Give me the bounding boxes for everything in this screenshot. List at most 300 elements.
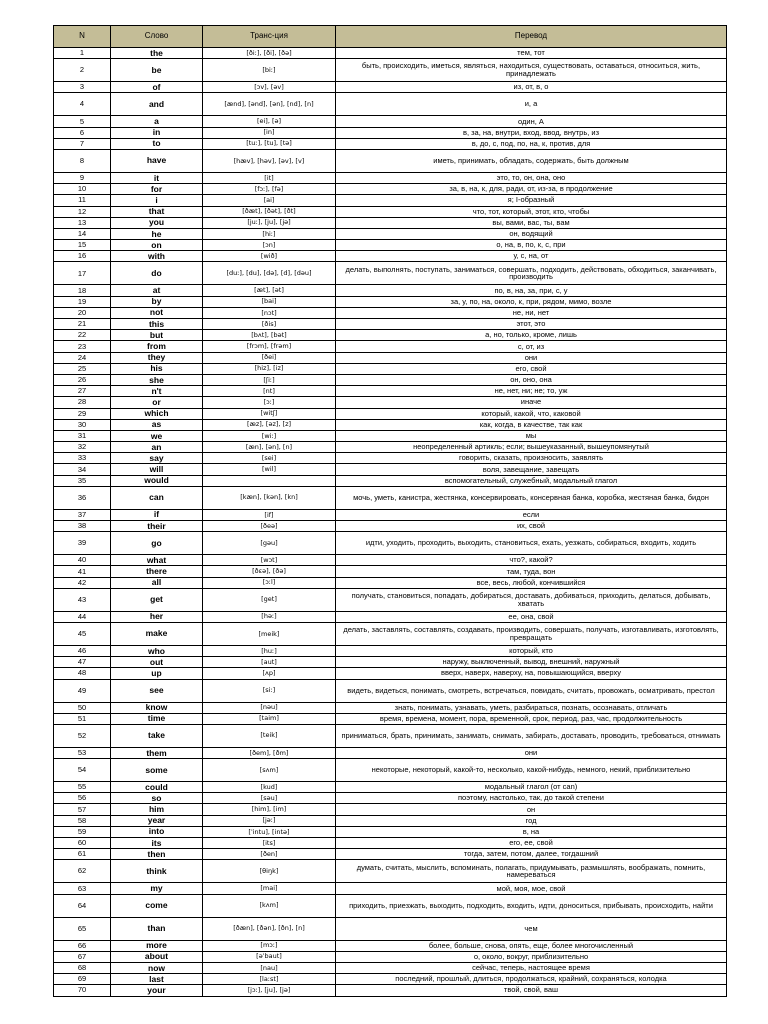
table-row bbox=[54, 974, 727, 985]
row-transcription: [ðæn], [ðən], [ðn], [n] bbox=[203, 917, 336, 940]
row-transcription: [ðis] bbox=[203, 319, 336, 330]
row-number: 18 bbox=[54, 285, 111, 296]
table-row bbox=[54, 486, 727, 509]
row-word: of bbox=[111, 82, 203, 93]
table-row bbox=[54, 759, 727, 782]
table-row bbox=[54, 93, 727, 116]
row-transcription: [nt] bbox=[203, 386, 336, 397]
header-transcription: Транс-ция bbox=[203, 26, 336, 48]
row-translation: в, до, с, под, по, на, к, против, для bbox=[336, 138, 727, 149]
row-number: 35 bbox=[54, 475, 111, 486]
table-row bbox=[54, 82, 727, 93]
row-number: 41 bbox=[54, 566, 111, 577]
row-word: it bbox=[111, 172, 203, 183]
row-number: 4 bbox=[54, 93, 111, 116]
table-row bbox=[54, 251, 727, 262]
row-translation: который, кто bbox=[336, 645, 727, 656]
row-transcription: [həː] bbox=[203, 611, 336, 622]
table-row bbox=[54, 782, 727, 793]
row-transcription: [sʌm] bbox=[203, 759, 336, 782]
row-number: 15 bbox=[54, 240, 111, 251]
table-row bbox=[54, 532, 727, 555]
row-translation: с, от, из bbox=[336, 341, 727, 352]
row-transcription: [ðem], [ðm] bbox=[203, 747, 336, 758]
row-number: 54 bbox=[54, 759, 111, 782]
row-translation: поэтому, настолько, так, до такой степени bbox=[336, 793, 727, 804]
row-number: 66 bbox=[54, 940, 111, 951]
row-number: 67 bbox=[54, 951, 111, 962]
row-transcription: [meik] bbox=[203, 622, 336, 645]
row-word: an bbox=[111, 442, 203, 453]
row-word: make bbox=[111, 622, 203, 645]
row-number: 29 bbox=[54, 408, 111, 419]
row-transcription: [biː] bbox=[203, 59, 336, 82]
row-transcription: [in] bbox=[203, 127, 336, 138]
row-transcription: [ðiː], [ði], [ðə] bbox=[203, 48, 336, 59]
row-word: up bbox=[111, 668, 203, 679]
row-transcription: [its] bbox=[203, 838, 336, 849]
row-number: 20 bbox=[54, 307, 111, 318]
row-number: 37 bbox=[54, 509, 111, 520]
row-translation: знать, понимать, узнавать, уметь, разбираться, познать, осознавать, отличать bbox=[336, 702, 727, 713]
row-word: i bbox=[111, 195, 203, 206]
row-translation: они bbox=[336, 352, 727, 363]
row-transcription: [fɔː], [fə] bbox=[203, 184, 336, 195]
row-word: who bbox=[111, 645, 203, 656]
row-translation: быть, происходить, иметься, являться, находиться, существовать, оставаться, относиться, жить, принадлежать bbox=[336, 59, 727, 82]
row-translation: мы bbox=[336, 430, 727, 441]
row-transcription: [juː], [ju], [jə] bbox=[203, 217, 336, 228]
table-row bbox=[54, 521, 727, 532]
row-word: by bbox=[111, 296, 203, 307]
row-transcription: [witʃ] bbox=[203, 408, 336, 419]
row-translation: твой, свой, ваш bbox=[336, 985, 727, 996]
row-translation: как, когда, в качестве, так как bbox=[336, 419, 727, 430]
row-transcription: [ʌp] bbox=[203, 668, 336, 679]
row-transcription: [ɔn] bbox=[203, 240, 336, 251]
row-number: 22 bbox=[54, 330, 111, 341]
table-row bbox=[54, 262, 727, 285]
row-number: 16 bbox=[54, 251, 111, 262]
row-translation: он, водящий bbox=[336, 228, 727, 239]
row-word: this bbox=[111, 319, 203, 330]
row-translation: один, А bbox=[336, 116, 727, 127]
row-translation: что, тот, который, этот, кто, чтобы bbox=[336, 206, 727, 217]
row-number: 28 bbox=[54, 397, 111, 408]
table-row bbox=[54, 611, 727, 622]
row-word: a bbox=[111, 116, 203, 127]
word-list-sheet bbox=[53, 25, 726, 997]
row-translation: это, то, он, она, оно bbox=[336, 172, 727, 183]
row-number: 39 bbox=[54, 532, 111, 555]
row-number: 44 bbox=[54, 611, 111, 622]
row-transcription: [frɔm], [frəm] bbox=[203, 341, 336, 352]
row-number: 3 bbox=[54, 82, 111, 93]
row-number: 27 bbox=[54, 386, 111, 397]
table-row bbox=[54, 577, 727, 588]
row-word: get bbox=[111, 588, 203, 611]
row-transcription: [ɔv], [əv] bbox=[203, 82, 336, 93]
row-transcription: [hiz], [iz] bbox=[203, 363, 336, 374]
row-transcription: [ðei] bbox=[203, 352, 336, 363]
row-number: 11 bbox=[54, 195, 111, 206]
row-word: he bbox=[111, 228, 203, 239]
row-number: 26 bbox=[54, 374, 111, 385]
row-number: 55 bbox=[54, 782, 111, 793]
row-translation: он, оно, она bbox=[336, 374, 727, 385]
row-number: 70 bbox=[54, 985, 111, 996]
row-number: 34 bbox=[54, 464, 111, 475]
table-row bbox=[54, 940, 727, 951]
row-word: now bbox=[111, 962, 203, 973]
row-word: more bbox=[111, 940, 203, 951]
row-number: 48 bbox=[54, 668, 111, 679]
row-transcription: [hæv], [həv], [əv], [v] bbox=[203, 149, 336, 172]
row-translation: из, от, в, о bbox=[336, 82, 727, 93]
row-number: 42 bbox=[54, 577, 111, 588]
row-number: 8 bbox=[54, 149, 111, 172]
row-word: some bbox=[111, 759, 203, 782]
row-word: do bbox=[111, 262, 203, 285]
table-row bbox=[54, 386, 727, 397]
row-transcription: [aut] bbox=[203, 657, 336, 668]
row-transcription: [bʌt], [bət] bbox=[203, 330, 336, 341]
row-number: 1 bbox=[54, 48, 111, 59]
row-number: 14 bbox=[54, 228, 111, 239]
table-row bbox=[54, 48, 727, 59]
row-number: 38 bbox=[54, 521, 111, 532]
row-transcription: [jɔː], [ju], [jə] bbox=[203, 985, 336, 996]
row-number: 12 bbox=[54, 206, 111, 217]
row-number: 36 bbox=[54, 486, 111, 509]
table-row bbox=[54, 894, 727, 917]
row-number: 51 bbox=[54, 713, 111, 724]
table-row bbox=[54, 985, 727, 996]
row-word: about bbox=[111, 951, 203, 962]
row-transcription: [ˈintu], [intə] bbox=[203, 826, 336, 837]
row-word: what bbox=[111, 555, 203, 566]
row-transcription: [ðæt], [ðət], [ðt] bbox=[203, 206, 336, 217]
row-word: them bbox=[111, 747, 203, 758]
row-word: all bbox=[111, 577, 203, 588]
table-row bbox=[54, 668, 727, 679]
table-row bbox=[54, 509, 727, 520]
row-transcription: [jəː] bbox=[203, 815, 336, 826]
row-word: come bbox=[111, 894, 203, 917]
row-number: 68 bbox=[54, 962, 111, 973]
row-number: 46 bbox=[54, 645, 111, 656]
row-word: think bbox=[111, 860, 203, 883]
row-transcription: [if] bbox=[203, 509, 336, 520]
table-row bbox=[54, 228, 727, 239]
table-row bbox=[54, 363, 727, 374]
table-row bbox=[54, 588, 727, 611]
row-number: 47 bbox=[54, 657, 111, 668]
row-word: her bbox=[111, 611, 203, 622]
row-translation: время, времена, момент, пора, временной, срок, период, раз, час, продолжительность bbox=[336, 713, 727, 724]
row-transcription: [him], [im] bbox=[203, 804, 336, 815]
row-word: or bbox=[111, 397, 203, 408]
row-translation: о, на, в, по, к, с, при bbox=[336, 240, 727, 251]
row-translation: их, свой bbox=[336, 521, 727, 532]
table-row bbox=[54, 374, 727, 385]
row-translation: идти, уходить, проходить, выходить, становиться, ехать, уезжать, собираться, входить, ходить bbox=[336, 532, 727, 555]
row-translation: модальный глагол (от can) bbox=[336, 782, 727, 793]
row-transcription: [ɔːl] bbox=[203, 577, 336, 588]
row-word: that bbox=[111, 206, 203, 217]
row-word: n't bbox=[111, 386, 203, 397]
row-translation: говорить, сказать, произносить, заявлять bbox=[336, 453, 727, 464]
table-row bbox=[54, 408, 727, 419]
row-translation: если bbox=[336, 509, 727, 520]
row-word: out bbox=[111, 657, 203, 668]
row-number: 30 bbox=[54, 419, 111, 430]
row-transcription: [sei] bbox=[203, 453, 336, 464]
row-transcription: [ðɛə], [ðə] bbox=[203, 566, 336, 577]
row-transcription: [æn], [ən], [n] bbox=[203, 442, 336, 453]
row-transcription: [wið] bbox=[203, 251, 336, 262]
row-transcription: [mai] bbox=[203, 883, 336, 894]
row-translation: год bbox=[336, 815, 727, 826]
row-word: so bbox=[111, 793, 203, 804]
table-row bbox=[54, 702, 727, 713]
table-row bbox=[54, 849, 727, 860]
row-word: its bbox=[111, 838, 203, 849]
row-transcription: [duː], [du], [də], [d], [dəu] bbox=[203, 262, 336, 285]
row-translation: думать, считать, мыслить, вспоминать, полагать, придумывать, размышлять, воображать, помнить, намереваться bbox=[336, 860, 727, 883]
row-word: his bbox=[111, 363, 203, 374]
row-transcription: [nau] bbox=[203, 962, 336, 973]
row-word: than bbox=[111, 917, 203, 940]
row-transcription: [kæn], [kən], [kn] bbox=[203, 486, 336, 509]
row-translation: наружу, выключенный, вывод, внешний, наружный bbox=[336, 657, 727, 668]
row-number: 31 bbox=[54, 430, 111, 441]
row-translation: что?, какой? bbox=[336, 555, 727, 566]
row-number: 17 bbox=[54, 262, 111, 285]
row-translation: вы, вами, вас, ты, вам bbox=[336, 217, 727, 228]
row-transcription: [æz], [əz], [z] bbox=[203, 419, 336, 430]
table-row bbox=[54, 713, 727, 724]
row-number: 6 bbox=[54, 127, 111, 138]
row-number: 5 bbox=[54, 116, 111, 127]
table-row bbox=[54, 838, 727, 849]
table-row bbox=[54, 860, 727, 883]
row-number: 32 bbox=[54, 442, 111, 453]
row-translation: его, свой bbox=[336, 363, 727, 374]
row-number: 9 bbox=[54, 172, 111, 183]
row-number: 10 bbox=[54, 184, 111, 195]
row-translation: они bbox=[336, 747, 727, 758]
row-number: 52 bbox=[54, 724, 111, 747]
table-row bbox=[54, 285, 727, 296]
table-row bbox=[54, 453, 727, 464]
row-word: will bbox=[111, 464, 203, 475]
row-translation: его, ее, свой bbox=[336, 838, 727, 849]
table-row bbox=[54, 793, 727, 804]
row-number: 2 bbox=[54, 59, 111, 82]
table-row bbox=[54, 645, 727, 656]
row-word: which bbox=[111, 408, 203, 419]
table-row bbox=[54, 815, 727, 826]
row-word: know bbox=[111, 702, 203, 713]
row-transcription: [bai] bbox=[203, 296, 336, 307]
row-word: not bbox=[111, 307, 203, 318]
table-row bbox=[54, 149, 727, 172]
row-number: 62 bbox=[54, 860, 111, 883]
row-number: 63 bbox=[54, 883, 111, 894]
table-row bbox=[54, 951, 727, 962]
row-number: 56 bbox=[54, 793, 111, 804]
table-row bbox=[54, 172, 727, 183]
row-translation: в, за, на, внутри, вход, ввод, внутрь, из bbox=[336, 127, 727, 138]
row-translation: сейчас, теперь, настоящее время bbox=[336, 962, 727, 973]
table-row bbox=[54, 826, 727, 837]
frequency-word-table bbox=[53, 25, 727, 997]
row-word: say bbox=[111, 453, 203, 464]
table-row bbox=[54, 724, 727, 747]
table-row bbox=[54, 962, 727, 973]
row-translation: иметь, принимать, обладать, содержать, быть должным bbox=[336, 149, 727, 172]
table-row bbox=[54, 430, 727, 441]
row-transcription: [it] bbox=[203, 172, 336, 183]
row-translation: я; I-образный bbox=[336, 195, 727, 206]
row-number: 61 bbox=[54, 849, 111, 860]
row-transcription: [hiː] bbox=[203, 228, 336, 239]
row-word: him bbox=[111, 804, 203, 815]
row-number: 7 bbox=[54, 138, 111, 149]
row-number: 45 bbox=[54, 622, 111, 645]
row-word: year bbox=[111, 815, 203, 826]
row-transcription: [səu] bbox=[203, 793, 336, 804]
row-translation: делать, выполнять, поступать, заниматься, совершать, подходить, действовать, обходиться, заканчивать, производить bbox=[336, 262, 727, 285]
row-word: there bbox=[111, 566, 203, 577]
table-row bbox=[54, 397, 727, 408]
row-translation: последний, прошлый, длиться, продолжаться, крайний, сохраняться, колодка bbox=[336, 974, 727, 985]
row-translation: тем, тот bbox=[336, 48, 727, 59]
row-word: if bbox=[111, 509, 203, 520]
row-translation: за, в, на, к, для, ради, от, из-за, в продолжение bbox=[336, 184, 727, 195]
table-row bbox=[54, 442, 727, 453]
row-translation: некоторые, некоторый, какой-то, несколько, какой-нибудь, немного, некий, приблизительно bbox=[336, 759, 727, 782]
row-translation: а, но, только, кроме, лишь bbox=[336, 330, 727, 341]
row-word: last bbox=[111, 974, 203, 985]
row-transcription: [wil] bbox=[203, 464, 336, 475]
row-word: time bbox=[111, 713, 203, 724]
table-row bbox=[54, 475, 727, 486]
table-row bbox=[54, 307, 727, 318]
row-number: 40 bbox=[54, 555, 111, 566]
row-word: as bbox=[111, 419, 203, 430]
row-transcription: [tuː], [tu], [tə] bbox=[203, 138, 336, 149]
row-transcription: [əˈbaut] bbox=[203, 951, 336, 962]
row-number: 19 bbox=[54, 296, 111, 307]
table-row bbox=[54, 883, 727, 894]
row-transcription: [laːst] bbox=[203, 974, 336, 985]
row-word: could bbox=[111, 782, 203, 793]
table-row bbox=[54, 240, 727, 251]
row-transcription: [ænd], [ənd], [ən], [nd], [n] bbox=[203, 93, 336, 116]
row-transcription: [siː] bbox=[203, 679, 336, 702]
row-transcription: [θiŋk] bbox=[203, 860, 336, 883]
row-translation: за, у, по, на, около, к, при, рядом, мимо, возле bbox=[336, 296, 727, 307]
row-word: and bbox=[111, 93, 203, 116]
table-row bbox=[54, 747, 727, 758]
row-number: 60 bbox=[54, 838, 111, 849]
row-number: 65 bbox=[54, 917, 111, 940]
header-word: Слово bbox=[111, 26, 203, 48]
table-row bbox=[54, 127, 727, 138]
row-translation: получать, становиться, попадать, добираться, доставать, добиваться, приходить, делаться, добывать, хватать bbox=[336, 588, 727, 611]
row-translation: и, а bbox=[336, 93, 727, 116]
row-word: go bbox=[111, 532, 203, 555]
row-number: 49 bbox=[54, 679, 111, 702]
row-word: she bbox=[111, 374, 203, 385]
row-word: can bbox=[111, 486, 203, 509]
row-translation: видеть, видеться, понимать, смотреть, встречаться, повидать, считать, провожать, осматривать, престол bbox=[336, 679, 727, 702]
row-transcription: [wɔt] bbox=[203, 555, 336, 566]
table-row bbox=[54, 116, 727, 127]
row-translation: мочь, уметь, канистра, жестянка, консервировать, консервная банка, коробка, жестяная банка, бидон bbox=[336, 486, 727, 509]
table-row bbox=[54, 566, 727, 577]
table-row bbox=[54, 319, 727, 330]
table-row bbox=[54, 352, 727, 363]
row-number: 50 bbox=[54, 702, 111, 713]
row-transcription: [mɔː] bbox=[203, 940, 336, 951]
row-translation: все, весь, любой, кончившийся bbox=[336, 577, 727, 588]
row-translation: приниматься, брать, принимать, занимать, снимать, забирать, доставать, проводить, требоваться, отнимать bbox=[336, 724, 727, 747]
table-row bbox=[54, 206, 727, 217]
row-translation: тогда, затем, потом, далее, тогдашний bbox=[336, 849, 727, 860]
table-row bbox=[54, 464, 727, 475]
table-row bbox=[54, 419, 727, 430]
row-number: 69 bbox=[54, 974, 111, 985]
row-translation: иначе bbox=[336, 397, 727, 408]
row-word: at bbox=[111, 285, 203, 296]
row-transcription: [ðeə] bbox=[203, 521, 336, 532]
row-word: then bbox=[111, 849, 203, 860]
row-word: the bbox=[111, 48, 203, 59]
row-transcription: [taim] bbox=[203, 713, 336, 724]
header-translation: Перевод bbox=[336, 26, 727, 48]
row-word: on bbox=[111, 240, 203, 251]
row-number: 59 bbox=[54, 826, 111, 837]
row-translation: не, нет, ни; не; то, уж bbox=[336, 386, 727, 397]
table-row bbox=[54, 138, 727, 149]
row-transcription: [ei], [ə] bbox=[203, 116, 336, 127]
row-transcription: [ɔː] bbox=[203, 397, 336, 408]
row-transcription bbox=[203, 475, 336, 486]
table-row bbox=[54, 622, 727, 645]
row-transcription: [huː] bbox=[203, 645, 336, 656]
row-translation: этот, это bbox=[336, 319, 727, 330]
row-word: take bbox=[111, 724, 203, 747]
row-translation: который, какой, что, каковой bbox=[336, 408, 727, 419]
table-row bbox=[54, 59, 727, 82]
row-word: be bbox=[111, 59, 203, 82]
row-word: in bbox=[111, 127, 203, 138]
row-translation: ее, она, свой bbox=[336, 611, 727, 622]
row-number: 25 bbox=[54, 363, 111, 374]
row-number: 53 bbox=[54, 747, 111, 758]
row-transcription: [ai] bbox=[203, 195, 336, 206]
row-number: 43 bbox=[54, 588, 111, 611]
row-number: 21 bbox=[54, 319, 111, 330]
table-body bbox=[54, 48, 727, 997]
row-word: they bbox=[111, 352, 203, 363]
row-word: have bbox=[111, 149, 203, 172]
row-translation: в, на bbox=[336, 826, 727, 837]
row-word: would bbox=[111, 475, 203, 486]
